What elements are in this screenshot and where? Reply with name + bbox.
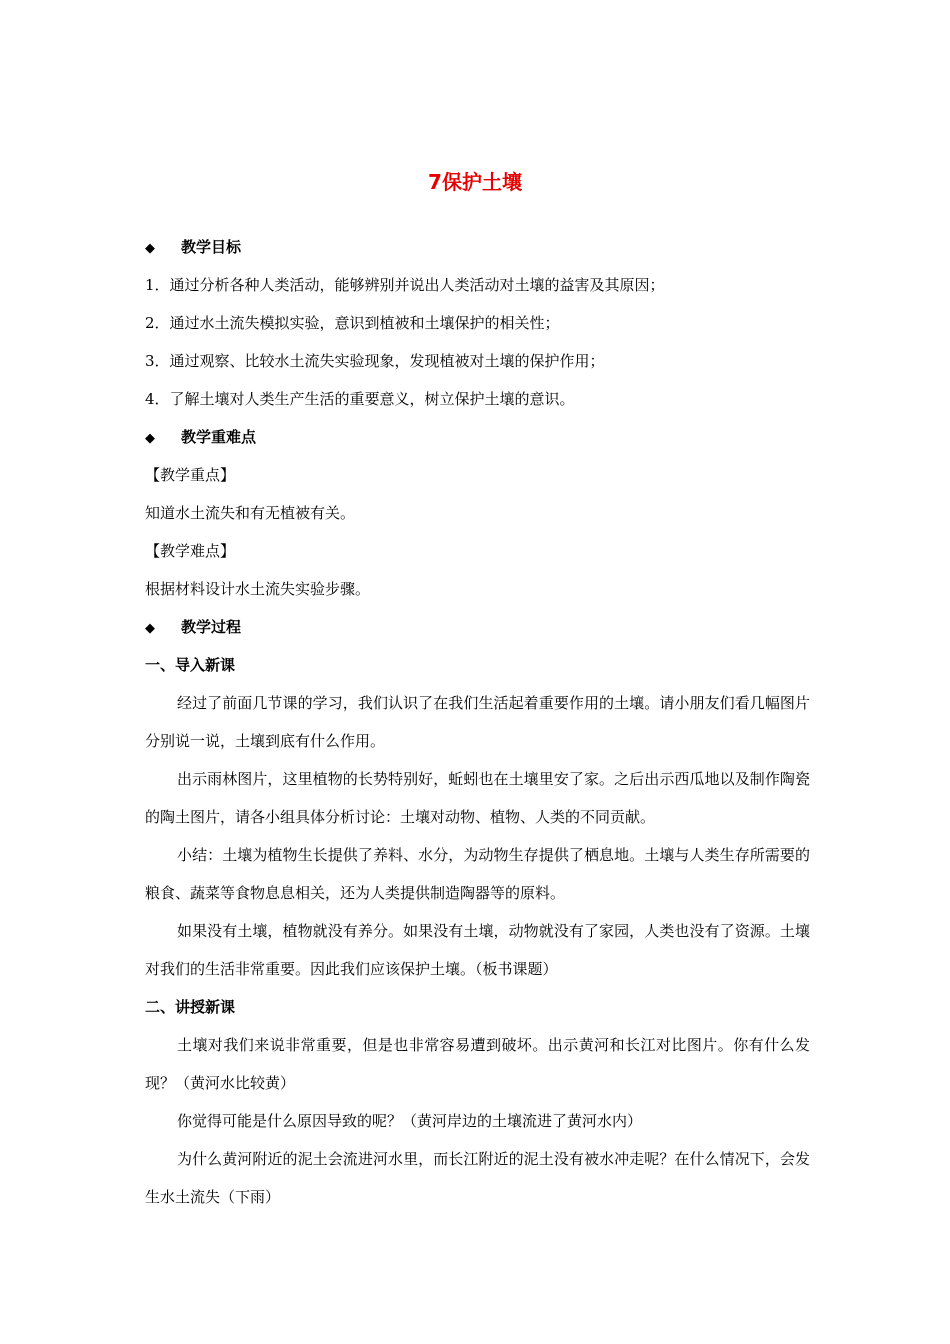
goal-item: 2．通过水土流失模拟实验，意识到植被和土壤保护的相关性；: [145, 314, 560, 332]
key-point-text: 知道水土流失和有无植被有关。: [145, 504, 356, 522]
document-body: [145, 228, 810, 1216]
paragraph: 如果没有土壤，植物就没有养分。如果没有土壤，动物就没有了家园，人类也没有了资源。土壤对我们的生活非常重要。因此我们应该保护土壤。（板书课题）: [145, 922, 810, 978]
section-heading-process: ◆ 教学过程: [145, 608, 810, 646]
paragraph: 经过了前面几节课的学习，我们认识了在我们生活起着重要作用的土壤。请小朋友们看几幅图片分别说一说，土壤到底有什么作用。: [145, 694, 810, 750]
key-point-label: 【教学重点】: [145, 466, 236, 484]
page-title: 7保护土壤: [428, 170, 522, 194]
diamond-bullet-icon: ◆: [145, 431, 155, 446]
paragraph: 出示雨林图片，这里植物的长势特别好，蚯蚓也在土壤里安了家。之后出示西瓜地以及制作陶瓷的陶土图片，请各小组具体分析讨论：土壤对动物、植物、人类的不同贡献。: [145, 770, 810, 826]
section-heading-key: ◆ 教学重难点: [145, 418, 810, 456]
diamond-bullet-icon: ◆: [145, 621, 155, 636]
diamond-bullet-icon: ◆: [145, 241, 155, 256]
goal-item: 3．通过观察、比较水土流失实验现象，发现植被对土壤的保护作用；: [145, 352, 605, 370]
section-heading-goals: ◆ 教学目标: [145, 228, 810, 266]
paragraph: 土壤对我们来说非常重要，但是也非常容易遭到破坏。出示黄河和长江对比图片。你有什么发现？（黄河水比较黄）: [145, 1036, 810, 1092]
goal-item: 1．通过分析各种人类活动，能够辨别并说出人类活动对土壤的益害及其原因；: [145, 276, 665, 294]
subsection-heading-intro: 一、导入新课: [145, 656, 236, 674]
subsection-heading-teaching: 二、讲授新课: [145, 998, 236, 1016]
difficulty-label: 【教学难点】: [145, 542, 236, 560]
paragraph: 为什么黄河附近的泥土会流进河水里，而长江附近的泥土没有被水冲走呢？在什么情况下，会发生水土流失（下雨）: [145, 1150, 810, 1206]
goal-item: 4．了解土壤对人类生产生活的重要意义，树立保护土壤的意识。: [145, 390, 575, 408]
paragraph: 小结：土壤为植物生长提供了养料、水分，为动物生存提供了栖息地。土壤与人类生存所需要的粮食、蔬菜等食物息息相关，还为人类提供制造陶器等的原料。: [145, 846, 810, 902]
paragraph: 你觉得可能是什么原因导致的呢？（黄河岸边的土壤流进了黄河水内）: [177, 1112, 643, 1130]
difficulty-text: 根据材料设计水土流失实验步骤。: [145, 580, 371, 598]
